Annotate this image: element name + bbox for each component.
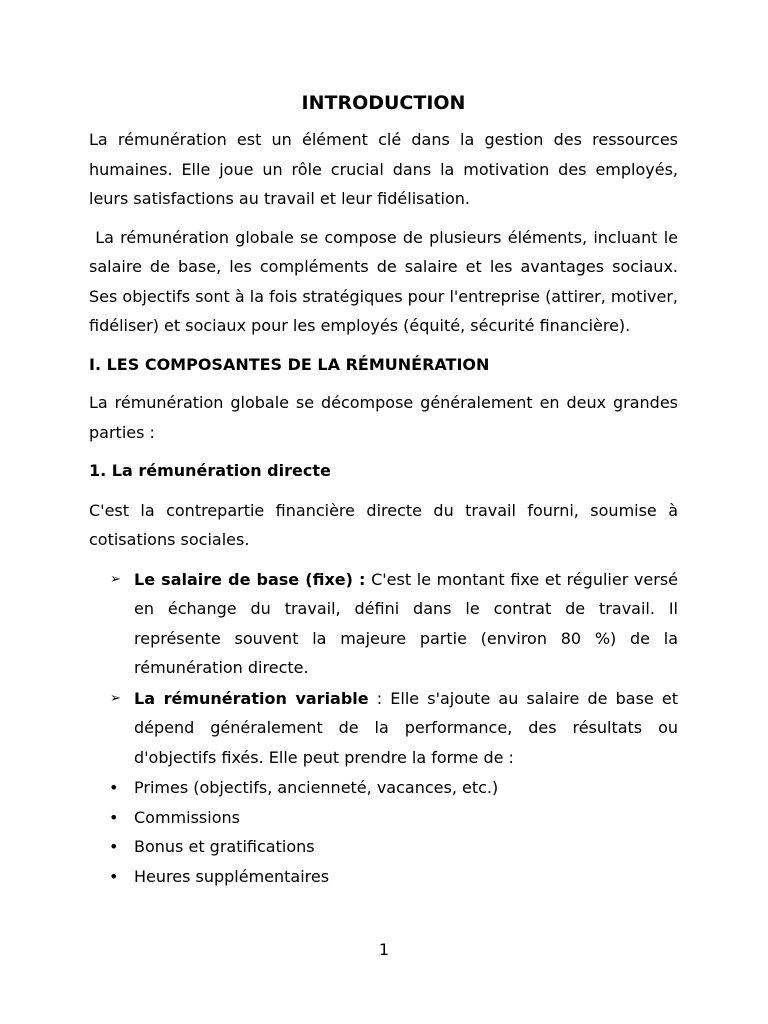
bullet-list-item	[89, 803, 678, 833]
bullet-list-item	[89, 832, 678, 862]
list-item-text: : Elle s'ajoute au salaire de base et dépend généralement de la performance, des résultats ou d'objectifs fixés. Elle peut prendre la forme de :	[134, 688, 684, 767]
list-item-text: Heures supplémentaires	[134, 866, 330, 886]
list-item-text: Commissions	[134, 807, 240, 827]
list-item-text: C'est le montant fixe et régulier versé en échange du travail, défini dans le contrat de travail. Il représente souvent la majeure partie (environ 80 %) de la rémunération directe.	[134, 569, 684, 677]
page-number: 1	[378, 940, 390, 959]
list-item-text: Primes (objectifs, ancienneté, vacances, etc.)	[134, 778, 499, 797]
bullet-dot-icon: •	[109, 807, 119, 827]
document-page	[89, 88, 684, 891]
list-item-term: Le salaire de base (fixe) :	[134, 569, 366, 589]
arrow-list-item	[89, 565, 684, 683]
section-intro-paragraph: La rémunération globale se décompose généralement en deux grandes parties :	[89, 393, 678, 442]
bullet-dot-icon: •	[109, 778, 119, 797]
bullet-list-item	[89, 862, 678, 892]
arrow-bullet-icon: ➢	[110, 690, 121, 706]
bullet-list-item	[89, 773, 678, 803]
subsection-intro-paragraph: C'est la contrepartie financière directe du travail fourni, soumise à cotisations sociales.	[89, 500, 678, 549]
arrow-bullet-icon: ➢	[110, 571, 121, 587]
list-item-term: La rémunération variable	[134, 688, 369, 708]
section-heading: I. LES COMPOSANTES DE LA RÉMUNÉRATION	[89, 354, 490, 374]
subsection-heading: 1. La rémunération directe	[89, 461, 331, 480]
arrow-list-item	[89, 684, 684, 773]
bullet-list	[89, 773, 678, 891]
intro-paragraph: La rémunération est un élément clé dans la gestion des ressources humaines. Elle joue un rôle crucial dans la motivation des employés, leurs satisfactions au travail et leur fidélisation.	[89, 130, 678, 208]
arrow-list	[89, 565, 684, 773]
bullet-dot-icon: •	[109, 837, 119, 856]
bullet-dot-icon: •	[109, 866, 119, 886]
page-title: INTRODUCTION	[301, 92, 466, 114]
intro-paragraph: La rémunération globale se compose de plusieurs éléments, incluant le salaire de base, les compléments de salaire et les avantages sociaux. Ses objectifs sont à la fois stratégiques pour l'entreprise (attirer, motiver, fidéliser) et sociaux pour les employés (équité, sécurité financière).	[89, 227, 684, 335]
list-item-text: Bonus et gratifications	[134, 837, 315, 856]
